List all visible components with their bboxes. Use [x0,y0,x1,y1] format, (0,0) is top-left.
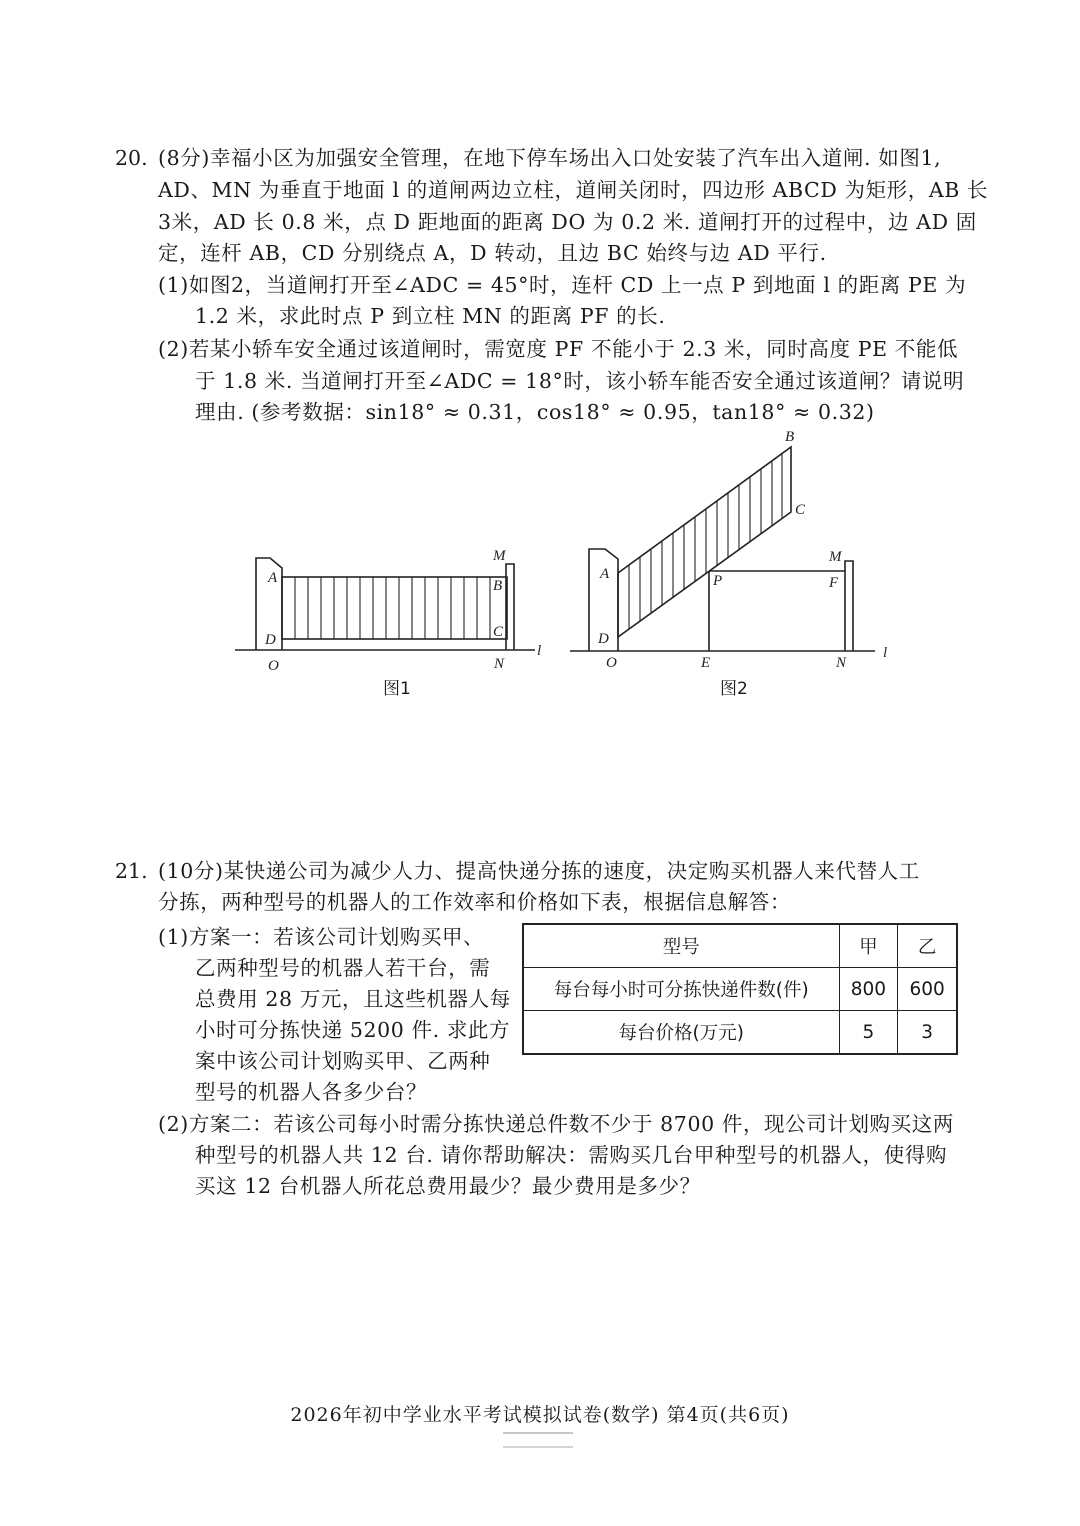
label-O: O [268,658,279,674]
label-B: B [493,578,503,594]
q20-line-4: 定，连杆 AB，CD 分别绕点 A，D 转动，且边 BC 始终与边 AD 平行. [158,241,827,265]
table-cell: 800 [839,968,898,1011]
q20-line-1: (8分)幸福小区为加强安全管理，在地下停车场出入口处安装了汽车出入道闸. 如图1, [158,146,942,170]
q21-number: 21. [115,859,148,883]
label-l: l [883,645,888,661]
label-A: A [600,566,610,582]
table-header-cell: 甲 [839,924,898,968]
q21-line-2: 分拣，两种型号的机器人的工作效率和价格如下表，根据信息解答： [158,890,791,914]
q21-line-1: (10分)某快递公司为减少人力、提高快递分拣的速度，决定购买机器人来代替人工 [158,859,920,883]
label-D: D [265,632,276,648]
figure-1 [230,540,560,690]
q20-sub2-line-1: (2)若某小轿车安全通过该道闸时，需宽度 PF 不能小于 2.3 米，同时高度 PE 不能低 [158,337,959,361]
q20-sub1-line-2: 1.2 米，求此时点 P 到立柱 MN 的距离 PF 的长. [195,304,666,328]
figure-1-caption: 图1 [383,679,411,699]
gate-parallelogram [618,447,791,637]
gate-rect [282,577,507,639]
label-P: P [713,573,723,589]
label-O: O [606,655,617,670]
table-row [523,1011,957,1055]
q21-sub1-line-6: 型号的机器人各多少台？ [195,1080,428,1104]
label-F: F [829,575,839,591]
page-footer: 2026年初中学业水平考试模拟试卷(数学) 第4页(共6页) [290,1404,790,1426]
table-cell: 每台价格(万元) [523,1011,839,1055]
q21-sub1-line-2: 乙两种型号的机器人若干台，需 [195,956,491,980]
label-N: N [836,655,847,670]
q20-sub1-line-1: (1)如图2，当道闸打开至∠ADC = 45°时，连杆 CD 上一点 P 到地面 l 的距离 PE 为 [158,273,967,297]
table-header-cell: 型号 [523,924,839,968]
label-N: N [494,656,505,672]
q20-sub2-line-3: 理由. (参考数据：sin18° ≈ 0.31，cos18° ≈ 0.95，tan18° ≈ 0.32) [195,400,875,424]
watermark-mark [503,1432,573,1448]
table-header-row [523,924,957,968]
table-header-cell: 乙 [898,924,957,968]
q20-line-2: AD、MN 为垂直于地面 l 的道闸两边立柱，道闸关闭时，四边形 ABCD 为矩形，AB 长 [158,178,989,202]
table-cell: 5 [839,1011,898,1055]
robot-table [522,923,958,1055]
q20-sub2-line-2: 于 1.8 米. 当道闸打开至∠ADC = 18°时，该小轿车能否安全通过该道闸？请说明 [195,369,965,393]
label-E: E [701,655,711,670]
label-l: l [537,643,542,659]
figure-2-caption: 图2 [720,679,748,699]
q20-number: 20. [115,146,148,170]
label-C: C [493,624,504,640]
label-B: B [785,429,795,445]
table-cell: 600 [898,968,957,1011]
q21-sub1-line-5: 案中该公司计划购买甲、乙两种 [195,1049,491,1073]
label-A: A [268,570,278,586]
q20-line-3: 3米，AD 长 0.8 米，点 D 距地面的距离 DO 为 0.2 米. 道闸打开的过程中，边 AD 固 [158,210,977,234]
label-C: C [795,502,806,518]
q21-sub1-line-4: 小时可分拣快递 5200 件. 求此方 [195,1018,511,1042]
table-row [523,968,957,1011]
label-D: D [598,631,609,647]
table-cell: 3 [898,1011,957,1055]
q21-sub2-line-1: (2)方案二：若该公司每小时需分拣快递总件数不少于 8700 件，现公司计划购买这两 [158,1112,954,1136]
label-M: M [829,549,842,565]
q21-sub1-line-1: (1)方案一：若该公司计划购买甲、 [158,925,485,949]
post-right [845,561,853,651]
label-M: M [493,548,506,564]
table-cell: 每台每小时可分拣快递件数(件) [523,968,839,1011]
q21-sub2-line-2: 种型号的机器人共 12 台. 请你帮助解决：需购买几台甲种型号的机器人，使得购 [195,1143,948,1167]
figure-2 [565,425,905,670]
q21-sub1-line-3: 总费用 28 万元，且这些机器人每 [195,987,511,1011]
q21-sub2-line-3: 买这 12 台机器人所花总费用最少？最少费用是多少？ [195,1174,701,1198]
